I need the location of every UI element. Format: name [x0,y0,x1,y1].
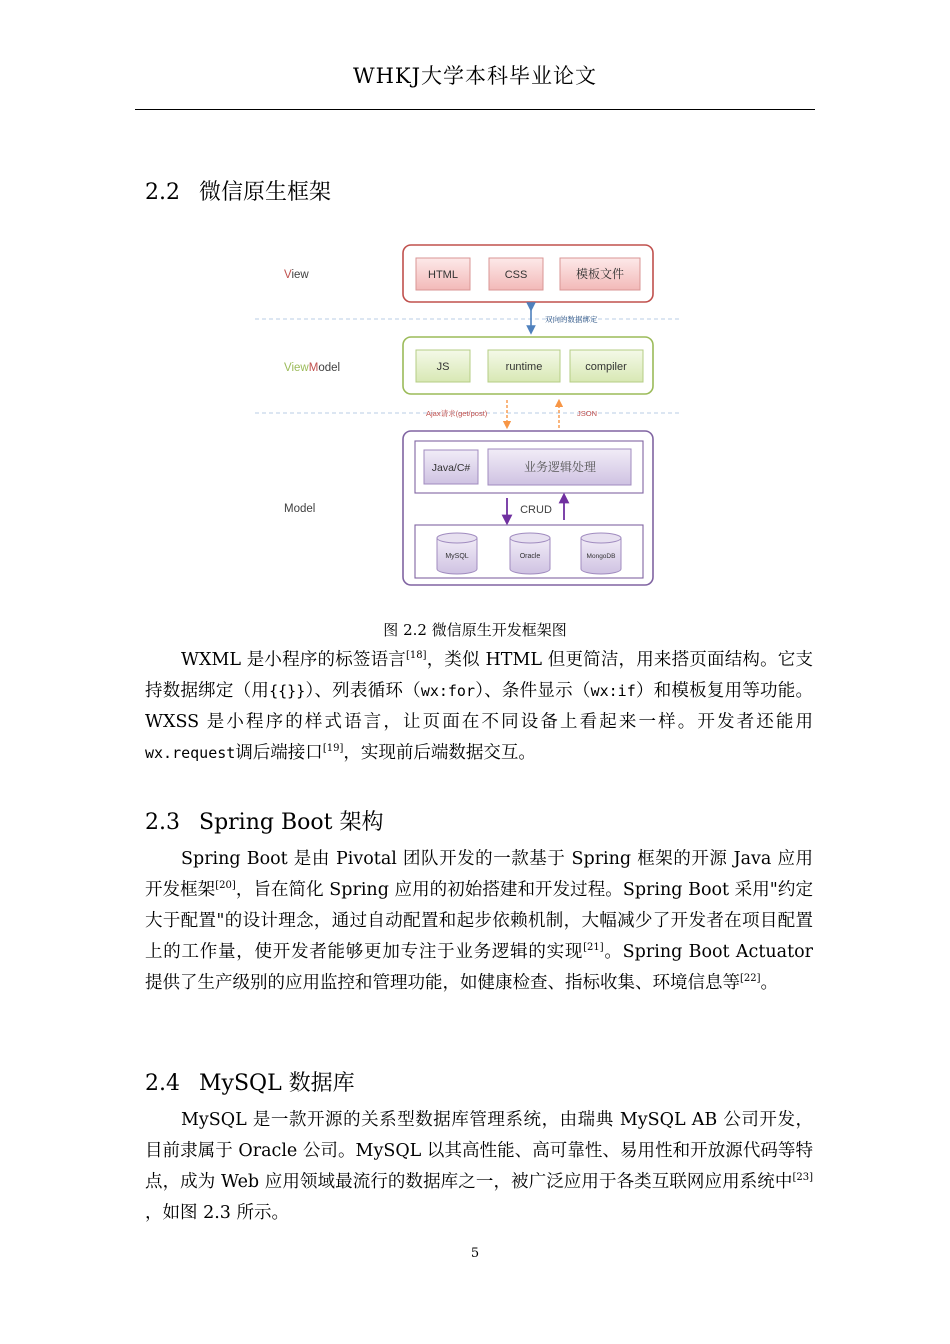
citation: [21] [583,942,604,953]
section-heading-2-4 [145,1066,355,1097]
wechat-framework-diagram [250,236,690,592]
paragraph-spring-boot: Spring Boot 是由 Pivotal 团队开发的一款基于 Spring 框架的开源 Java 应用开发框架[20]，旨在简化 Spring 应用的初始搭建和开发过程。Spring Boot 采用"约定大于配置"的设计理念，通过自动配置和起步依赖机制，大幅减少了开发者在项目配置上的工作量，使开发者能够更加专注于业务逻辑的实现[21]。Spring Boot Actuator 提供了生产级别的应用监控和管理功能，如健康检查、指标收集、环境信息等[22]。 [145,849,814,993]
oracle-label: Oracle [519,553,541,560]
section-number: 2.3 [145,810,180,835]
viewmodel-label: ViewModel [284,362,341,374]
java-csharp-box-label: Java/C# [431,462,471,474]
compiler-box-label: compiler [585,361,627,373]
section-number: 2.4 [145,1071,180,1096]
mysql-label: MySQL [445,553,469,560]
section-title: Spring Boot 架构 [199,810,384,835]
citation: [19] [322,743,344,754]
figure-caption: 图 2.2 微信原生开发框架图 [383,621,567,639]
page-number: 5 [470,1246,480,1261]
section-heading-2-2 [145,175,331,206]
section-heading-2-3 [145,805,383,836]
binding-arrow-label: 双向的数据绑定 [545,315,598,324]
crud-label: CRUD [520,504,552,516]
js-box-label: JS [436,361,450,373]
header-rule [135,109,815,110]
citation: [18] [405,650,427,661]
section-title: 微信原生框架 [199,180,332,205]
paragraph-wxml: WXML 是小程序的标签语言[18]，类似 HTML 但更简洁，用来搭页面结构。它支持数据绑定（用{{}}）、列表循环（wx:for）、条件显示（wx:if）和模板复用等功能。WXSS 是小程序的样式语言，让页面在不同设备上看起来一样。开发者还能用wx.request调后端接口[19]，实现前后端数据交互。 [145,650,814,763]
citation: [23] [792,1172,813,1183]
view-label: View [284,269,309,281]
json-arrow-label: JSON [577,409,598,418]
mongodb-label: MongoDB [586,553,616,560]
runtime-box-label: runtime [505,361,543,373]
model-label: Model [284,503,316,515]
citation: [20] [215,880,236,891]
html-box-label: HTML [428,269,458,281]
section-number: 2.2 [145,180,180,205]
template-file-box-label: 模板文件 [575,267,625,281]
header-title: WHKJ大学本科毕业论文 [352,64,597,88]
business-logic-box-label: 业务逻辑处理 [523,460,597,474]
paragraph-mysql: MySQL 是一款开源的关系型数据库管理系统，由瑞典 MySQL AB 公司开发，目前隶属于 Oracle 公司。MySQL 以其高性能、高可靠性、易用性和开放源代码等特点，成为 Web 应用领域最流行的数据库之一，被广泛应用于各类互联网应用系统中[23] ，如图 2.3 所示。 [145,1110,813,1223]
citation: [22] [740,973,761,984]
section-title: MySQL 数据库 [199,1071,355,1096]
css-box-label: CSS [504,269,528,281]
ajax-arrow-label: Ajax请求(get/post) [426,409,488,418]
